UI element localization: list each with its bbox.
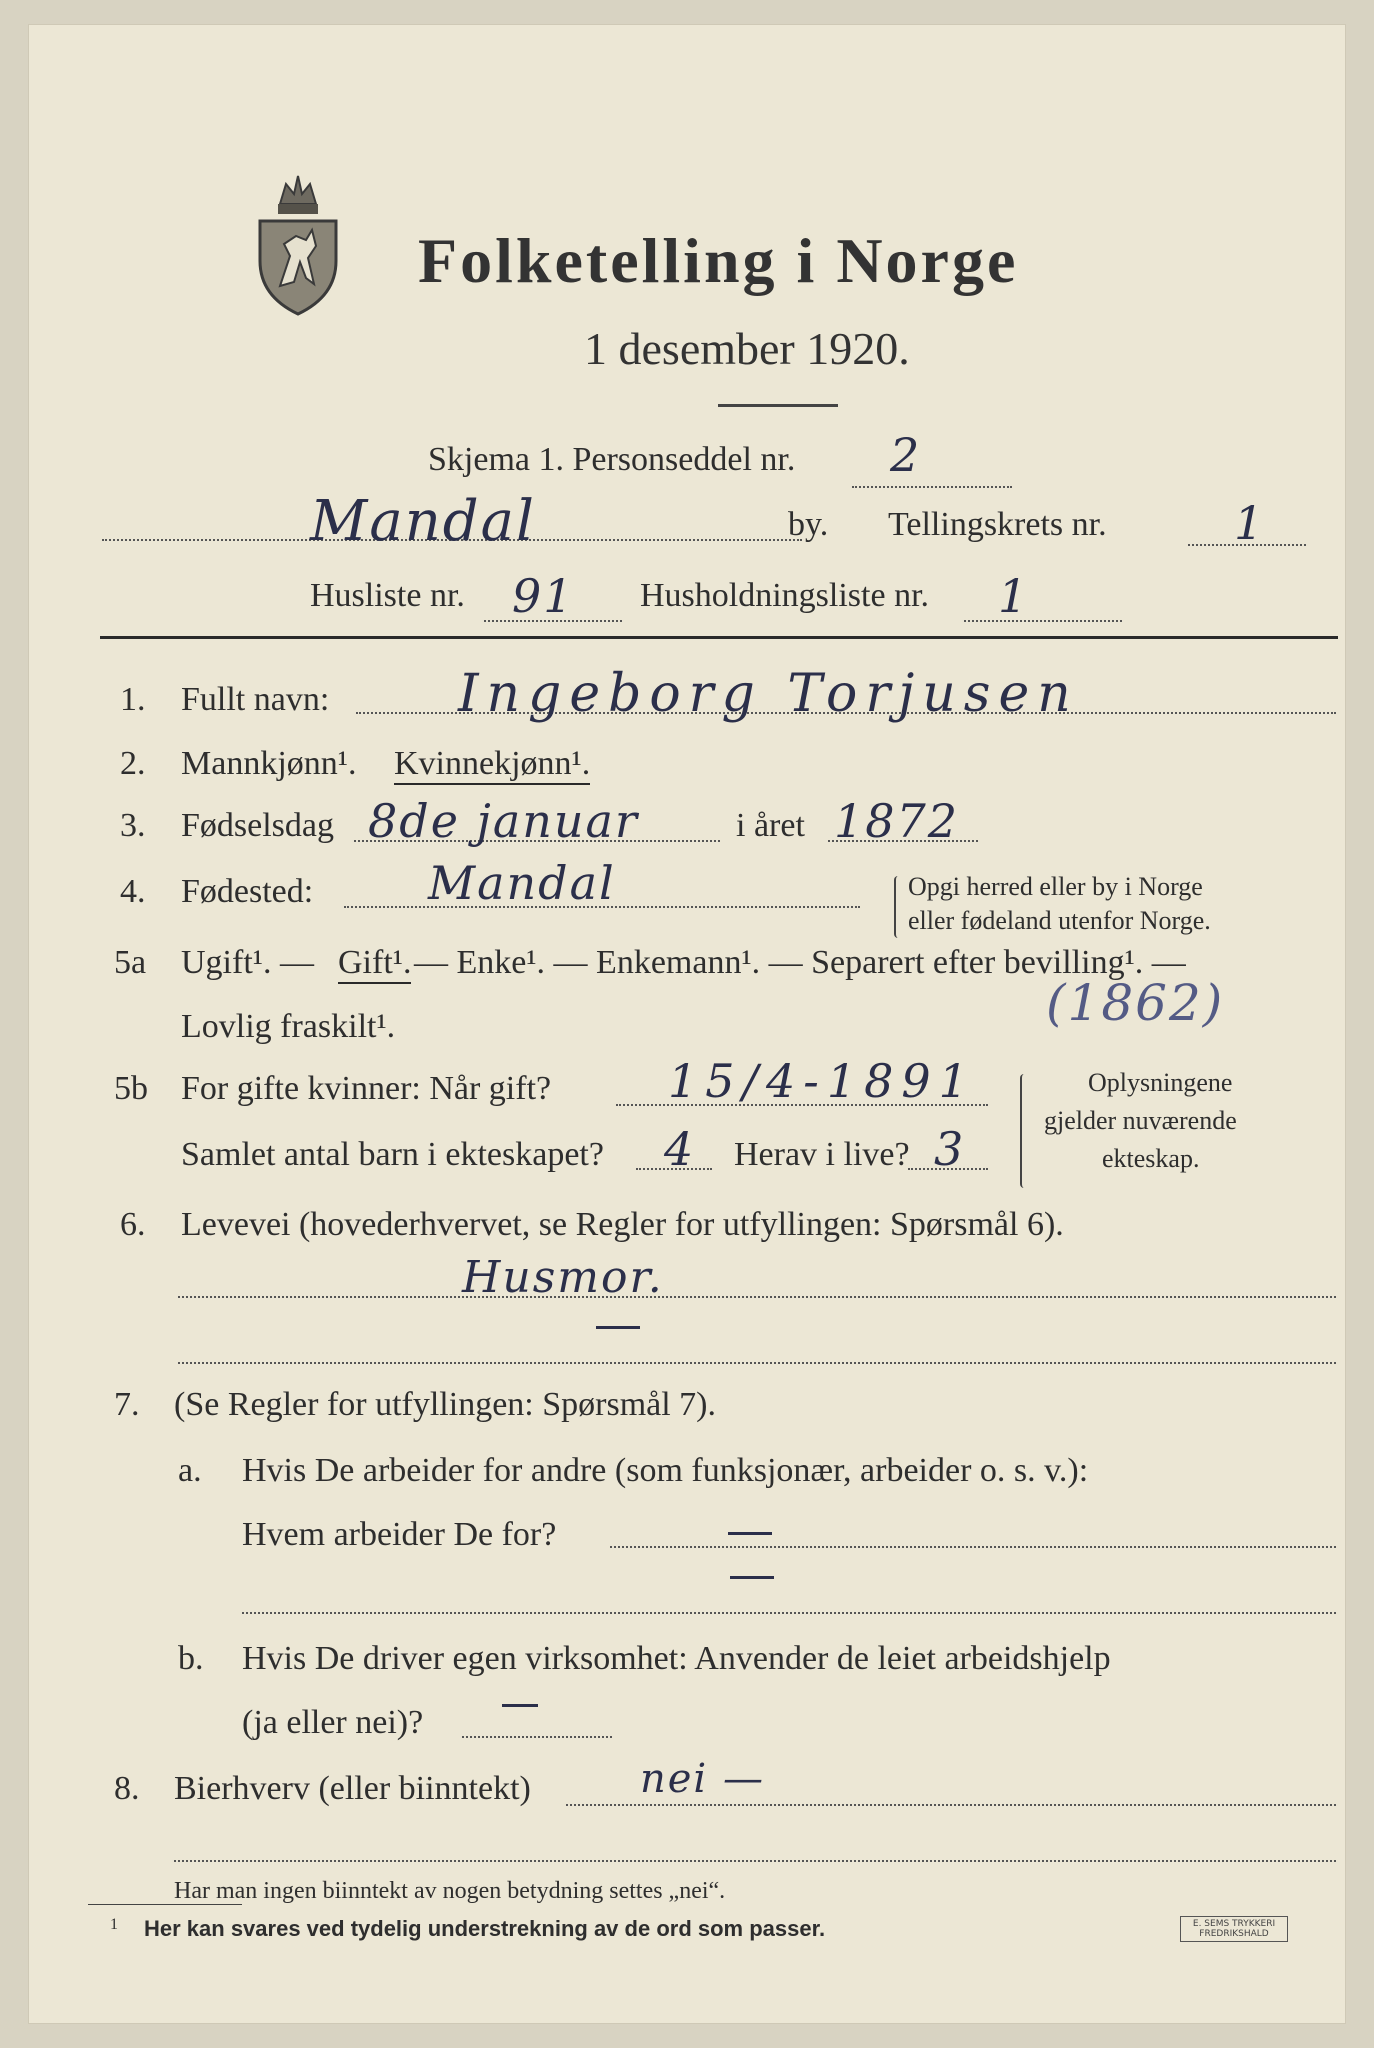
q4-brace bbox=[894, 876, 902, 938]
q1-answer: Ingeborg Torjusen bbox=[458, 664, 1079, 724]
q5b-label-gift: For gifte kvinner: Når gift? bbox=[181, 1070, 552, 1107]
printer-stamp bbox=[1180, 1916, 1288, 1942]
q3-year-answer: 1872 bbox=[834, 794, 960, 848]
q2-male: Mannkjønn¹. bbox=[181, 745, 357, 782]
q5b-gift-answer: 15/4-1891 bbox=[668, 1054, 976, 1108]
q6-answer: Husmor. bbox=[462, 1252, 664, 1303]
q7a-dash-mark bbox=[728, 1532, 772, 1535]
footer-note: Har man ingen biinntekt av nogen betydning settes „nei“. bbox=[174, 1878, 726, 1904]
footnote-mark: 1 bbox=[110, 1916, 118, 1933]
q3-day-answer: 8de januar bbox=[368, 794, 639, 848]
q1-number: 1. bbox=[120, 681, 146, 718]
personseddel-value: 2 bbox=[890, 428, 922, 482]
q5b-barn-answer: 4 bbox=[664, 1122, 696, 1176]
q8-number: 8. bbox=[114, 1770, 140, 1807]
by-value: Mandal bbox=[310, 489, 536, 554]
q6-dash-mark bbox=[596, 1326, 640, 1329]
tellingskrets-value: 1 bbox=[1234, 496, 1266, 550]
q6-number: 6. bbox=[120, 1206, 146, 1243]
q7a-dash-mark-2 bbox=[730, 1576, 774, 1579]
q5b-label-live: Herav i live? bbox=[734, 1136, 910, 1173]
q5a-line2: Lovlig fraskilt¹. bbox=[181, 1008, 396, 1045]
q5a-number: 5a bbox=[114, 944, 147, 981]
header-rule bbox=[100, 636, 1338, 639]
printer-stamp-line1: E. SEMS TRYKKERI bbox=[1192, 1919, 1276, 1929]
q7b-field[interactable] bbox=[462, 1736, 612, 1738]
q4-number: 4. bbox=[120, 873, 146, 910]
q8-label: Bierhverv (eller biinntekt) bbox=[174, 1770, 531, 1807]
q2-number: 2. bbox=[120, 745, 146, 782]
q5b-label-barn: Samlet antal barn i ekteskapet? bbox=[181, 1136, 604, 1173]
q4-answer: Mandal bbox=[428, 856, 616, 910]
husholdningsliste-value: 1 bbox=[998, 569, 1030, 623]
tellingskrets-label: Tellingskrets nr. bbox=[888, 506, 1107, 543]
q7a-line2: Hvem arbeider De for? bbox=[242, 1516, 557, 1553]
q5b-note-line1: Oplysningene bbox=[1088, 1068, 1233, 1097]
q7a-letter: a. bbox=[178, 1452, 202, 1489]
q6-field-1[interactable] bbox=[178, 1296, 1336, 1298]
q7a-field-2[interactable] bbox=[242, 1612, 1336, 1614]
q5a-rest: — Enke¹. — Enkemann¹. — Separert efter bevilling¹. — bbox=[414, 944, 1186, 981]
q5a-pencil-note: (1862) bbox=[1046, 974, 1225, 1032]
husholdningsliste-field[interactable] bbox=[964, 620, 1122, 622]
husholdningsliste-label: Husholdningsliste nr. bbox=[640, 577, 930, 614]
q5b-brace bbox=[1020, 1074, 1028, 1188]
q5a-ugift: Ugift¹. — bbox=[181, 944, 314, 981]
q5b-number: 5b bbox=[114, 1070, 148, 1107]
q5b-note-line2: gjelder nuværende bbox=[1044, 1106, 1237, 1135]
q8-field[interactable] bbox=[566, 1804, 1336, 1806]
q5b-live-answer: 3 bbox=[934, 1122, 966, 1176]
printer-stamp-line2: FREDRIKSHALD bbox=[1199, 1929, 1269, 1939]
q3-label: Fødselsdag bbox=[181, 807, 334, 844]
husliste-label: Husliste nr. bbox=[310, 577, 465, 614]
form-title: Folketelling i Norge bbox=[418, 225, 1019, 296]
q4-note-line2: eller fødeland utenfor Norge. bbox=[908, 906, 1211, 935]
q1-label: Fullt navn: bbox=[181, 681, 330, 718]
q2-female-underlined: Kvinnekjønn¹. bbox=[394, 745, 590, 785]
q4-note-line1: Opgi herred eller by i Norge bbox=[908, 872, 1203, 901]
census-date: 1 desember 1920. bbox=[584, 323, 910, 374]
title-divider bbox=[718, 404, 838, 407]
q5b-note-line3: ekteskap. bbox=[1102, 1144, 1200, 1173]
q7b-line1: Hvis De driver egen virksomhet: Anvender de leiet arbeidshjelp bbox=[242, 1640, 1111, 1677]
footnote-divider bbox=[88, 1904, 242, 1905]
skjema-label: Skjema 1. Personseddel nr. bbox=[428, 441, 796, 478]
q4-label: Fødested: bbox=[181, 873, 314, 910]
personseddel-field[interactable] bbox=[852, 486, 1012, 488]
husliste-value: 91 bbox=[512, 569, 575, 623]
q7b-letter: b. bbox=[178, 1640, 204, 1677]
q3-year-label: i året bbox=[736, 807, 805, 844]
q7a-line1: Hvis De arbeider for andre (som funksjonær, arbeider o. s. v.): bbox=[242, 1452, 1089, 1489]
q6-field-2[interactable] bbox=[178, 1362, 1336, 1364]
coat-of-arms-icon bbox=[250, 166, 346, 316]
by-label: by. bbox=[788, 506, 829, 543]
census-form bbox=[28, 24, 1346, 2024]
q7a-field-1[interactable] bbox=[610, 1546, 1336, 1548]
q8-field-2[interactable] bbox=[174, 1860, 1336, 1862]
q3-number: 3. bbox=[120, 807, 146, 844]
q7b-line2: (ja eller nei)? bbox=[242, 1704, 424, 1741]
q7b-dash-mark bbox=[502, 1704, 538, 1707]
q6-label: Levevei (hovederhvervet, se Regler for utfyllingen: Spørsmål 6). bbox=[181, 1206, 1064, 1243]
q5a-gift-underlined: Gift¹. bbox=[338, 944, 411, 984]
q7-label: (Se Regler for utfyllingen: Spørsmål 7). bbox=[174, 1386, 717, 1423]
q8-answer: nei — bbox=[640, 1756, 765, 1802]
q7-number: 7. bbox=[114, 1386, 140, 1423]
footnote-text: Her kan svares ved tydelig understrekning av de ord som passer. bbox=[144, 1916, 826, 1941]
